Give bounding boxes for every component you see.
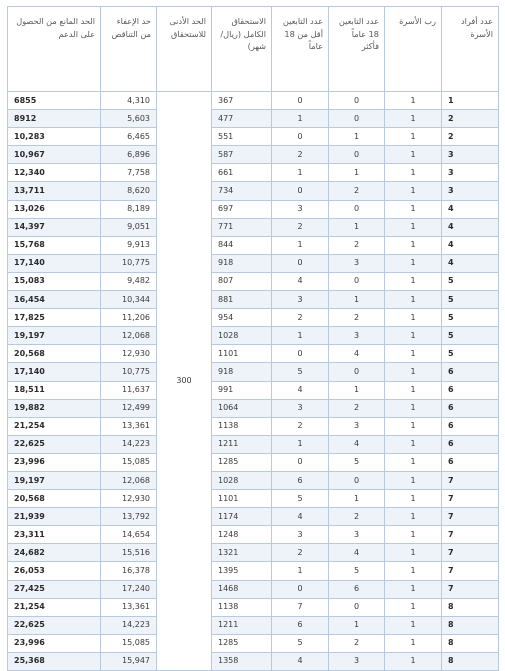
table-row [8, 435, 499, 453]
cell-head-of-household: 1 [385, 453, 442, 471]
cell-full-entitlement: 1211 [212, 435, 272, 453]
cell-dependents-under-18: 0 [272, 345, 329, 363]
entitlement-table [7, 6, 499, 671]
cell-full-entitlement: 551 [212, 128, 272, 146]
cell-full-entitlement: 1285 [212, 634, 272, 652]
table-row [8, 490, 499, 508]
cell-dependents-under-18: 0 [272, 254, 329, 272]
cell-exemption-limit: 13,792 [101, 508, 157, 526]
cell-dependents-18-plus: 3 [329, 254, 385, 272]
header-max-income-cap: الحد المانع من الحصول على الدعم [8, 7, 101, 92]
cell-family-size: 7 [442, 580, 499, 598]
cell-dependents-under-18: 1 [272, 327, 329, 345]
cell-max-income-cap: 8912 [8, 110, 101, 128]
table-row [8, 218, 499, 236]
table-row [8, 92, 499, 110]
cell-max-income-cap: 17,825 [8, 309, 101, 327]
cell-dependents-18-plus: 1 [329, 381, 385, 399]
header-minimum-entitlement: الحد الأدنى للاستحقاق [157, 7, 212, 92]
cell-dependents-18-plus: 0 [329, 146, 385, 164]
cell-dependents-18-plus: 3 [329, 526, 385, 544]
cell-full-entitlement: 1468 [212, 580, 272, 598]
cell-full-entitlement: 918 [212, 363, 272, 381]
cell-max-income-cap: 19,197 [8, 327, 101, 345]
cell-head-of-household: 1 [385, 128, 442, 146]
table-row [8, 471, 499, 489]
cell-family-size: 6 [442, 435, 499, 453]
cell-full-entitlement: 1358 [212, 652, 272, 670]
header-dependents-under-18: عدد التابعين أقل من 18 عاماً [272, 7, 329, 92]
table-row [8, 291, 499, 309]
cell-family-size: 7 [442, 526, 499, 544]
cell-max-income-cap: 19,882 [8, 399, 101, 417]
cell-max-income-cap: 27,425 [8, 580, 101, 598]
cell-full-entitlement: 807 [212, 272, 272, 290]
cell-dependents-under-18: 3 [272, 526, 329, 544]
cell-exemption-limit: 9,051 [101, 218, 157, 236]
cell-max-income-cap: 21,254 [8, 417, 101, 435]
cell-max-income-cap: 21,939 [8, 508, 101, 526]
cell-dependents-18-plus: 3 [329, 417, 385, 435]
table-row [8, 652, 499, 670]
cell-dependents-18-plus: 1 [329, 291, 385, 309]
cell-exemption-limit: 12,499 [101, 399, 157, 417]
cell-dependents-under-18: 0 [272, 580, 329, 598]
cell-family-size: 2 [442, 128, 499, 146]
cell-dependents-18-plus: 1 [329, 616, 385, 634]
cell-max-income-cap: 23,996 [8, 634, 101, 652]
cell-family-size: 6 [442, 363, 499, 381]
cell-exemption-limit: 14,223 [101, 616, 157, 634]
cell-head-of-household: 1 [385, 562, 442, 580]
table-row [8, 345, 499, 363]
cell-dependents-18-plus: 2 [329, 182, 385, 200]
cell-dependents-under-18: 4 [272, 508, 329, 526]
cell-dependents-18-plus: 2 [329, 508, 385, 526]
cell-max-income-cap: 16,454 [8, 291, 101, 309]
table-row [8, 254, 499, 272]
cell-head-of-household: 1 [385, 291, 442, 309]
cell-max-income-cap: 15,083 [8, 272, 101, 290]
cell-head-of-household: 1 [385, 526, 442, 544]
cell-exemption-limit: 11,206 [101, 309, 157, 327]
table-row [8, 453, 499, 471]
cell-max-income-cap: 13,711 [8, 182, 101, 200]
cell-head-of-household: 1 [385, 92, 442, 110]
cell-exemption-limit: 12,068 [101, 327, 157, 345]
table-row [8, 417, 499, 435]
cell-full-entitlement: 477 [212, 110, 272, 128]
cell-max-income-cap: 12,340 [8, 164, 101, 182]
table-row [8, 381, 499, 399]
cell-full-entitlement: 1138 [212, 417, 272, 435]
cell-family-size: 7 [442, 471, 499, 489]
cell-family-size: 5 [442, 309, 499, 327]
cell-family-size: 2 [442, 110, 499, 128]
cell-head-of-household: 1 [385, 309, 442, 327]
cell-dependents-under-18: 0 [272, 92, 329, 110]
cell-family-size: 7 [442, 490, 499, 508]
cell-exemption-limit: 6,896 [101, 146, 157, 164]
cell-head-of-household: 1 [385, 580, 442, 598]
cell-head-of-household: 1 [385, 598, 442, 616]
cell-full-entitlement: 1101 [212, 490, 272, 508]
cell-minimum-entitlement: 300 [157, 92, 212, 671]
header-full-entitlement: الاستحقاق الكامل (ريال/شهر) [212, 7, 272, 92]
cell-exemption-limit: 9,913 [101, 236, 157, 254]
cell-family-size: 8 [442, 652, 499, 670]
cell-exemption-limit: 8,189 [101, 200, 157, 218]
cell-dependents-18-plus: 0 [329, 92, 385, 110]
cell-full-entitlement: 1138 [212, 598, 272, 616]
cell-head-of-household: 1 [385, 236, 442, 254]
cell-dependents-18-plus: 1 [329, 218, 385, 236]
cell-dependents-under-18: 4 [272, 652, 329, 670]
cell-family-size: 4 [442, 200, 499, 218]
cell-dependents-under-18: 4 [272, 272, 329, 290]
table-row [8, 327, 499, 345]
table-row [8, 182, 499, 200]
cell-max-income-cap: 17,140 [8, 363, 101, 381]
cell-max-income-cap: 20,568 [8, 345, 101, 363]
cell-dependents-18-plus: 0 [329, 272, 385, 290]
cell-head-of-household: 1 [385, 146, 442, 164]
cell-dependents-under-18: 3 [272, 200, 329, 218]
cell-dependents-under-18: 5 [272, 634, 329, 652]
cell-exemption-limit: 15,516 [101, 544, 157, 562]
cell-dependents-18-plus: 1 [329, 128, 385, 146]
cell-dependents-18-plus: 1 [329, 164, 385, 182]
cell-dependents-under-18: 6 [272, 616, 329, 634]
cell-dependents-18-plus: 0 [329, 471, 385, 489]
cell-exemption-limit: 13,361 [101, 417, 157, 435]
table-body [8, 92, 499, 671]
cell-dependents-under-18: 0 [272, 128, 329, 146]
cell-full-entitlement: 587 [212, 146, 272, 164]
cell-full-entitlement: 881 [212, 291, 272, 309]
cell-family-size: 5 [442, 327, 499, 345]
cell-exemption-limit: 10,775 [101, 254, 157, 272]
cell-exemption-limit: 16,378 [101, 562, 157, 580]
cell-max-income-cap: 18,511 [8, 381, 101, 399]
cell-full-entitlement: 1321 [212, 544, 272, 562]
table-row [8, 363, 499, 381]
cell-family-size: 4 [442, 236, 499, 254]
cell-max-income-cap: 23,996 [8, 453, 101, 471]
cell-full-entitlement: 1028 [212, 471, 272, 489]
cell-full-entitlement: 991 [212, 381, 272, 399]
cell-exemption-limit: 15,085 [101, 634, 157, 652]
table-row [8, 526, 499, 544]
cell-dependents-under-18: 7 [272, 598, 329, 616]
cell-family-size: 6 [442, 399, 499, 417]
cell-exemption-limit: 12,930 [101, 345, 157, 363]
table-row [8, 580, 499, 598]
cell-dependents-18-plus: 2 [329, 634, 385, 652]
cell-family-size: 5 [442, 345, 499, 363]
cell-exemption-limit: 13,361 [101, 598, 157, 616]
cell-dependents-18-plus: 3 [329, 652, 385, 670]
cell-dependents-under-18: 3 [272, 399, 329, 417]
cell-head-of-household: 1 [385, 218, 442, 236]
cell-full-entitlement: 1285 [212, 453, 272, 471]
cell-max-income-cap: 10,967 [8, 146, 101, 164]
cell-head-of-household: 1 [385, 435, 442, 453]
table-row [8, 146, 499, 164]
cell-dependents-under-18: 6 [272, 471, 329, 489]
cell-family-size: 8 [442, 634, 499, 652]
cell-dependents-under-18: 5 [272, 363, 329, 381]
cell-head-of-household: 1 [385, 272, 442, 290]
cell-family-size: 7 [442, 562, 499, 580]
cell-head-of-household: 1 [385, 652, 442, 670]
cell-family-size: 6 [442, 453, 499, 471]
cell-full-entitlement: 661 [212, 164, 272, 182]
header-family-size: عدد أفراد الأسرة [442, 7, 499, 92]
table-row [8, 399, 499, 417]
cell-max-income-cap: 14,397 [8, 218, 101, 236]
table-row [8, 164, 499, 182]
cell-dependents-18-plus: 2 [329, 236, 385, 254]
cell-family-size: 5 [442, 272, 499, 290]
cell-full-entitlement: 367 [212, 92, 272, 110]
cell-family-size: 6 [442, 417, 499, 435]
cell-max-income-cap: 19,197 [8, 471, 101, 489]
table-row [8, 544, 499, 562]
cell-max-income-cap: 6855 [8, 92, 101, 110]
cell-dependents-under-18: 0 [272, 453, 329, 471]
cell-dependents-18-plus: 6 [329, 580, 385, 598]
cell-dependents-18-plus: 2 [329, 399, 385, 417]
cell-max-income-cap: 24,682 [8, 544, 101, 562]
table-row [8, 200, 499, 218]
header-exemption-limit: حد الإعفاء من التناقص [101, 7, 157, 92]
cell-dependents-under-18: 2 [272, 146, 329, 164]
cell-dependents-18-plus: 1 [329, 490, 385, 508]
cell-full-entitlement: 1395 [212, 562, 272, 580]
cell-family-size: 3 [442, 182, 499, 200]
cell-dependents-under-18: 1 [272, 562, 329, 580]
cell-family-size: 4 [442, 218, 499, 236]
cell-exemption-limit: 4,310 [101, 92, 157, 110]
cell-dependents-under-18: 0 [272, 182, 329, 200]
cell-exemption-limit: 5,603 [101, 110, 157, 128]
cell-max-income-cap: 10,283 [8, 128, 101, 146]
cell-family-size: 3 [442, 146, 499, 164]
cell-head-of-household: 1 [385, 182, 442, 200]
table-row [8, 272, 499, 290]
cell-max-income-cap: 22,625 [8, 435, 101, 453]
cell-dependents-18-plus: 0 [329, 110, 385, 128]
cell-full-entitlement: 1028 [212, 327, 272, 345]
cell-dependents-under-18: 4 [272, 381, 329, 399]
cell-dependents-under-18: 2 [272, 309, 329, 327]
cell-family-size: 7 [442, 508, 499, 526]
cell-family-size: 3 [442, 164, 499, 182]
cell-head-of-household: 1 [385, 381, 442, 399]
cell-dependents-18-plus: 0 [329, 598, 385, 616]
cell-max-income-cap: 20,568 [8, 490, 101, 508]
cell-head-of-household: 1 [385, 544, 442, 562]
cell-full-entitlement: 1211 [212, 616, 272, 634]
table-row [8, 128, 499, 146]
cell-dependents-18-plus: 0 [329, 200, 385, 218]
cell-exemption-limit: 11,637 [101, 381, 157, 399]
cell-full-entitlement: 918 [212, 254, 272, 272]
cell-exemption-limit: 9,482 [101, 272, 157, 290]
cell-max-income-cap: 17,140 [8, 254, 101, 272]
cell-dependents-18-plus: 2 [329, 309, 385, 327]
cell-full-entitlement: 734 [212, 182, 272, 200]
header-head-of-household: رب الأسرة [385, 7, 442, 92]
cell-head-of-household: 1 [385, 399, 442, 417]
cell-dependents-18-plus: 4 [329, 544, 385, 562]
cell-exemption-limit: 15,947 [101, 652, 157, 670]
cell-dependents-under-18: 1 [272, 110, 329, 128]
cell-head-of-household: 1 [385, 254, 442, 272]
cell-exemption-limit: 10,344 [101, 291, 157, 309]
cell-dependents-under-18: 2 [272, 417, 329, 435]
cell-exemption-limit: 7,758 [101, 164, 157, 182]
table-row [8, 508, 499, 526]
cell-full-entitlement: 1248 [212, 526, 272, 544]
cell-dependents-under-18: 5 [272, 490, 329, 508]
cell-head-of-household: 1 [385, 345, 442, 363]
table-row [8, 598, 499, 616]
cell-max-income-cap: 15,768 [8, 236, 101, 254]
table-row [8, 236, 499, 254]
cell-family-size: 5 [442, 291, 499, 309]
cell-max-income-cap: 23,311 [8, 526, 101, 544]
table-row [8, 562, 499, 580]
table-row [8, 616, 499, 634]
cell-exemption-limit: 12,068 [101, 471, 157, 489]
cell-head-of-household: 1 [385, 471, 442, 489]
cell-dependents-18-plus: 5 [329, 562, 385, 580]
cell-exemption-limit: 17,240 [101, 580, 157, 598]
cell-dependents-under-18: 1 [272, 236, 329, 254]
cell-dependents-18-plus: 3 [329, 327, 385, 345]
cell-exemption-limit: 12,930 [101, 490, 157, 508]
cell-family-size: 8 [442, 598, 499, 616]
cell-full-entitlement: 697 [212, 200, 272, 218]
cell-family-size: 8 [442, 616, 499, 634]
cell-dependents-18-plus: 5 [329, 453, 385, 471]
cell-exemption-limit: 8,620 [101, 182, 157, 200]
cell-exemption-limit: 14,654 [101, 526, 157, 544]
cell-family-size: 7 [442, 544, 499, 562]
cell-full-entitlement: 844 [212, 236, 272, 254]
cell-head-of-household: 1 [385, 417, 442, 435]
table-row [8, 110, 499, 128]
cell-max-income-cap: 26,053 [8, 562, 101, 580]
cell-full-entitlement: 1174 [212, 508, 272, 526]
table-row [8, 309, 499, 327]
cell-dependents-under-18: 2 [272, 218, 329, 236]
cell-dependents-under-18: 2 [272, 544, 329, 562]
cell-family-size: 6 [442, 381, 499, 399]
header-dependents-18-plus: عدد التابعين 18 عاماً فأكثر [329, 7, 385, 92]
cell-dependents-18-plus: 4 [329, 345, 385, 363]
cell-dependents-under-18: 1 [272, 435, 329, 453]
cell-exemption-limit: 10,775 [101, 363, 157, 381]
cell-head-of-household: 1 [385, 616, 442, 634]
cell-exemption-limit: 6,465 [101, 128, 157, 146]
cell-full-entitlement: 1101 [212, 345, 272, 363]
cell-full-entitlement: 1064 [212, 399, 272, 417]
cell-max-income-cap: 21,254 [8, 598, 101, 616]
header-row [8, 7, 499, 92]
cell-head-of-household: 1 [385, 363, 442, 381]
cell-max-income-cap: 25,368 [8, 652, 101, 670]
cell-family-size: 1 [442, 92, 499, 110]
cell-dependents-18-plus: 0 [329, 363, 385, 381]
table-row [8, 634, 499, 652]
cell-head-of-household: 1 [385, 490, 442, 508]
cell-head-of-household: 1 [385, 110, 442, 128]
cell-head-of-household: 1 [385, 327, 442, 345]
cell-dependents-18-plus: 4 [329, 435, 385, 453]
cell-head-of-household: 1 [385, 200, 442, 218]
cell-dependents-under-18: 1 [272, 164, 329, 182]
cell-head-of-household: 1 [385, 164, 442, 182]
cell-head-of-household: 1 [385, 634, 442, 652]
cell-full-entitlement: 771 [212, 218, 272, 236]
cell-exemption-limit: 15,085 [101, 453, 157, 471]
cell-exemption-limit: 14,223 [101, 435, 157, 453]
cell-max-income-cap: 22,625 [8, 616, 101, 634]
cell-family-size: 4 [442, 254, 499, 272]
cell-dependents-under-18: 3 [272, 291, 329, 309]
cell-head-of-household: 1 [385, 508, 442, 526]
cell-max-income-cap: 13,026 [8, 200, 101, 218]
cell-full-entitlement: 954 [212, 309, 272, 327]
